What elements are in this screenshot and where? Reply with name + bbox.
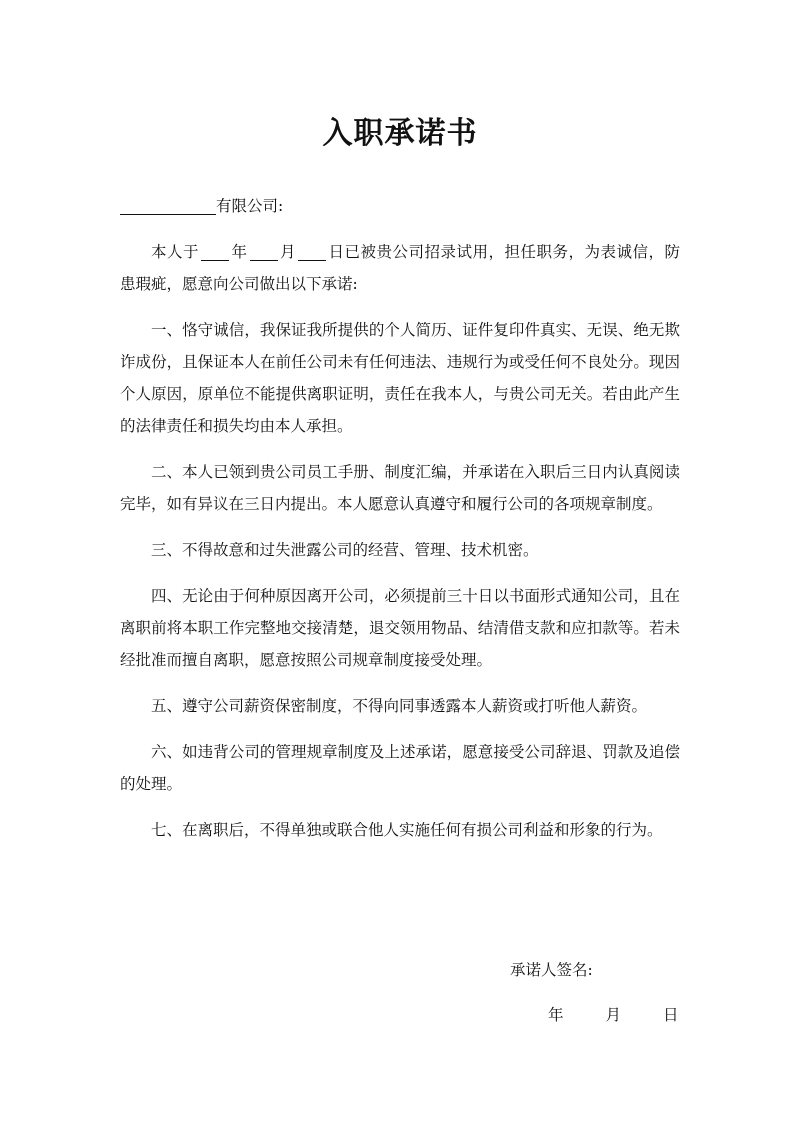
- signature-date: [548, 1003, 679, 1025]
- document-body: [120, 190, 680, 860]
- clause-4: 四、无论由于何种原因离开公司，必须提前三十日以书面形式通知公司，且在离职前将本职工作完整地交接清楚，退交领用物品、结清借支款和应扣款等。若未经批准而擅自离职，愿意按照公司规章制度接受处理。: [120, 587, 680, 669]
- month-blank[interactable]: [250, 240, 278, 261]
- date-day-label: 日: [663, 1006, 679, 1024]
- document-title: 入职承诺书: [322, 116, 478, 151]
- intro-month-label: 月: [279, 243, 296, 261]
- date-month-label: 月: [605, 1006, 622, 1024]
- clause-2: 二、本人已领到贵公司员工手册、制度汇编，并承诺在入职后三日内认真阅读完毕，如有异议在三日内提出。本人愿意认真遵守和履行公司的各项规章制度。: [120, 463, 680, 513]
- signature-label: 承诺人签名:: [510, 961, 593, 979]
- clause-5: 五、遵守公司薪资保密制度，不得向同事透露本人薪资或打听他人薪资。: [151, 697, 648, 715]
- company-suffix: 有限公司:: [216, 197, 284, 215]
- year-blank[interactable]: [201, 240, 229, 261]
- clause-3: 三、不得故意和过失泄露公司的经营、管理、技术机密。: [151, 541, 539, 559]
- intro-day-text: 日已被贵公司招录试用，担任职务，为表诚信，防患瑕疵，愿意向公司做出以下承诺:: [120, 243, 680, 293]
- clause-6: 六、如违背公司的管理规章制度及上述承诺，愿意接受公司辞退、罚款及追偿的处理。: [120, 743, 680, 793]
- intro-year-label: 年: [231, 243, 248, 261]
- company-line: [120, 190, 680, 222]
- date-year-label: 年: [548, 1006, 564, 1024]
- clause-1: 一、恪守诚信，我保证我所提供的个人简历、证件复印件真实、无误、绝无欺诈成份，且保证本人在前任公司未有任何违法、违规行为或受任何不良处分。现因个人原因，原单位不能提供离职证明，责任在我本人，与贵公司无关。若由此产生的法律责任和损失均由本人承担。: [120, 321, 680, 435]
- company-name-blank[interactable]: [120, 194, 216, 215]
- clause-7: 七、在离职后，不得单独或联合他人实施任何有损公司利益和形象的行为。: [151, 821, 663, 839]
- intro-paragraph: [120, 236, 680, 300]
- day-blank[interactable]: [298, 240, 326, 261]
- intro-prefix: 本人于: [151, 243, 199, 261]
